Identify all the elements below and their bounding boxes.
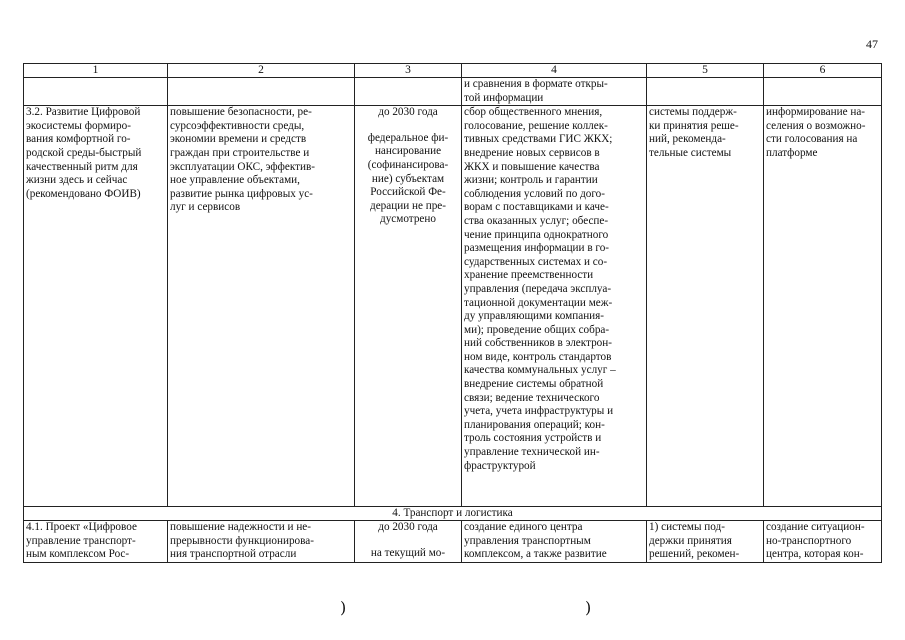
description-cell: сбор общественного мнения, голосование, решение коллек- тивных средствами ГИС ЖКХ; внедрение новых сервисов в ЖКХ и повышение качества жизни; контроль и гарантии соблюдения условий по дого- ворам с поставщиками и каче- ства оказанных услуг; обеспе- чение принципа однократного размещения информации в го- сударственных системах и со- хранение преемственности управления (передача эксплуа- тационной документации меж- ду управляющими компания- ми); проведение общих собра- ний собственников в электрон- ном виде, контроль стандартов качества коммунальных услуг – внедрение системы обратной связи; ведение технического учета, учета инфраструктуры и планирования операций; кон- троль состояния устройств и управление технической ин- фраструктурой — [462, 106, 647, 507]
description-cell: создание единого центра управления транспортным комплексом, а также развитие — [462, 521, 647, 563]
continuation-cell-5 — [647, 78, 764, 106]
column-number-5: 5 — [647, 64, 764, 78]
deadline-text: до 2030 года — [378, 521, 438, 534]
page-number: 47 — [866, 37, 878, 51]
section-heading-row — [24, 507, 882, 521]
effect-cell: информирование на- селения о возможно- сти голосования на платформе — [764, 106, 882, 507]
continuation-row — [24, 78, 882, 106]
column-number-3: 3 — [355, 64, 462, 78]
technology-cell: 1) системы под- держки принятия решений, рекомен- — [647, 521, 764, 563]
timing-cell — [355, 106, 462, 507]
table-row-3-2 — [24, 106, 882, 507]
continuation-cell-4: и сравнения в формате откры- той информации — [462, 78, 647, 106]
funding-text: на текущий мо- — [370, 546, 446, 559]
column-number-6: 6 — [764, 64, 882, 78]
technology-cell: системы поддерж- ки принятия реше- ний, рекоменда- тельные системы — [647, 106, 764, 507]
column-number-row — [24, 64, 882, 78]
continuation-cell-2 — [168, 78, 355, 106]
scan-mark-right: ) — [585, 598, 592, 617]
table-row-4-1 — [24, 521, 882, 563]
goal-cell: повышение надежности и не- прерывности функционирова- ния транспортной отрасли — [168, 521, 355, 563]
deadline-text: до 2030 года — [378, 106, 438, 119]
column-number-2: 2 — [168, 64, 355, 78]
continuation-cell-1 — [24, 78, 168, 106]
column-number-1: 1 — [24, 64, 168, 78]
scan-mark-left: ) — [340, 598, 347, 617]
program-table — [23, 63, 882, 563]
timing-cell — [355, 521, 462, 563]
goal-cell: повышение безопасности, ре- сурсоэффективности среды, экономии времени и средств граждан при строительстве и эксплуатации ОКС, эффектив- ное управление объектами, развитие рынка цифровых ус- луг и сервисов — [168, 106, 355, 507]
continuation-cell-3 — [355, 78, 462, 106]
column-number-4: 4 — [462, 64, 647, 78]
effect-cell: создание ситуацион- но-транспортного центра, которая кон- — [764, 521, 882, 563]
continuation-cell-6 — [764, 78, 882, 106]
funding-text: федеральное фи- нансирование (софинансирова- ние) субъектам Российской Фе- дерации не пре- дусмотрено — [367, 131, 449, 226]
section-heading: 4. Транспорт и логистика — [24, 507, 882, 521]
item-name-cell: 3.2. Развитие Цифровой экосистемы формиро- вания комфортной го- родской среды-быстрый качественный ритм для жизни здесь и сейчас (рекомендовано ФОИВ) — [24, 106, 168, 507]
item-name-cell: 4.1. Проект «Цифровое управление транспорт- ным комплексом Рос- — [24, 521, 168, 563]
